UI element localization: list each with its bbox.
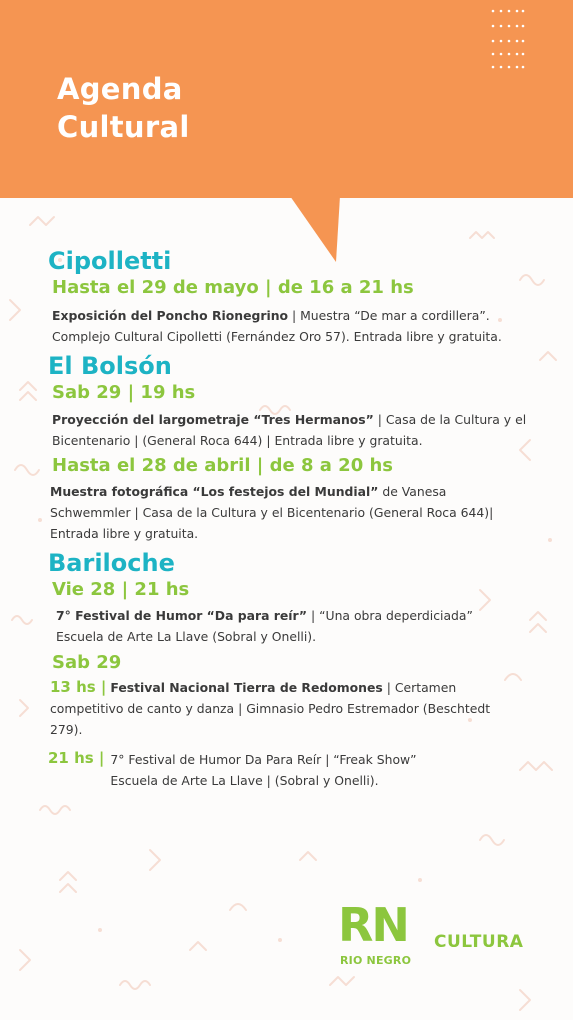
event-row [48, 749, 548, 791]
event-date: Sab 29 [52, 652, 122, 673]
event-date: Hasta el 28 de abril | de 8 a 20 hs [52, 455, 394, 476]
event-description [52, 409, 532, 451]
event-line-2: Escuela de Arte La Llave | (Sobral y Onelli). [110, 773, 379, 788]
city-heading-cipolletti: Cipolletti [48, 247, 172, 275]
logo-mark: RN [338, 898, 408, 952]
dot-grid-decoration [490, 8, 526, 70]
title-line-2: Cultural [57, 110, 190, 144]
event-details: | Certamen competitivo de canto y danza | Gimnasio Pedro Estremador (Beschtedt 279). [50, 680, 491, 737]
event-description [56, 605, 516, 647]
section-cipolletti [48, 246, 548, 347]
title-line-1: Agenda [57, 72, 183, 106]
event-details: | Casa de la Cultura y el Bicentenario | (General Roca 644) | Entrada libre y gratuita. [52, 412, 527, 448]
event-title: Proyección del largometraje “Tres Hermanos” [52, 412, 374, 427]
event-time: 13 hs | [50, 678, 107, 696]
agenda-content [48, 246, 548, 791]
event-time: 21 hs | [48, 749, 105, 767]
logo-wordmark: CULTURA [434, 932, 524, 952]
event-title: 7° Festival de Humor “Da para reír” [56, 608, 308, 623]
city-heading-el-bolson: El Bolsón [48, 352, 172, 380]
page-title [57, 70, 190, 146]
event-details: de Vanesa Schwemmler | Casa de la Cultura y el Bicentenario (General Roca 644)| Entrada libre y gratuita. [50, 484, 494, 541]
event-details: | Muestra “De mar a cordillera”. Complejo Cultural Cipolletti (Fernández Oro 57). Entrada libre y gratuita. [52, 308, 502, 344]
event-title: Muestra fotográfica “Los festejos del Mundial” [50, 484, 379, 499]
event-line-1: 7° Festival de Humor Da Para Reír | “Freak Show” [110, 752, 417, 767]
section-el-bolson [48, 351, 548, 544]
event-date: Vie 28 | 21 hs [52, 579, 190, 600]
rio-negro-cultura-logo [338, 898, 548, 974]
event-details: | “Una obra deperdiciada” Escuela de Arte La Llave (Sobral y Onelli). [56, 608, 473, 644]
event-description [110, 749, 416, 791]
event-description [50, 481, 520, 544]
event-description [50, 677, 520, 740]
event-title: Festival Nacional Tierra de Redomones [110, 680, 383, 695]
city-heading-bariloche: Bariloche [48, 549, 175, 577]
event-date: Hasta el 29 de mayo | de 16 a 21 hs [52, 277, 414, 298]
section-bariloche [48, 548, 548, 791]
event-date: Sab 29 | 19 hs [52, 382, 196, 403]
event-title: Exposición del Poncho Rionegrino [52, 308, 289, 323]
event-description [52, 305, 542, 347]
logo-subtitle: RIO NEGRO [340, 954, 412, 967]
